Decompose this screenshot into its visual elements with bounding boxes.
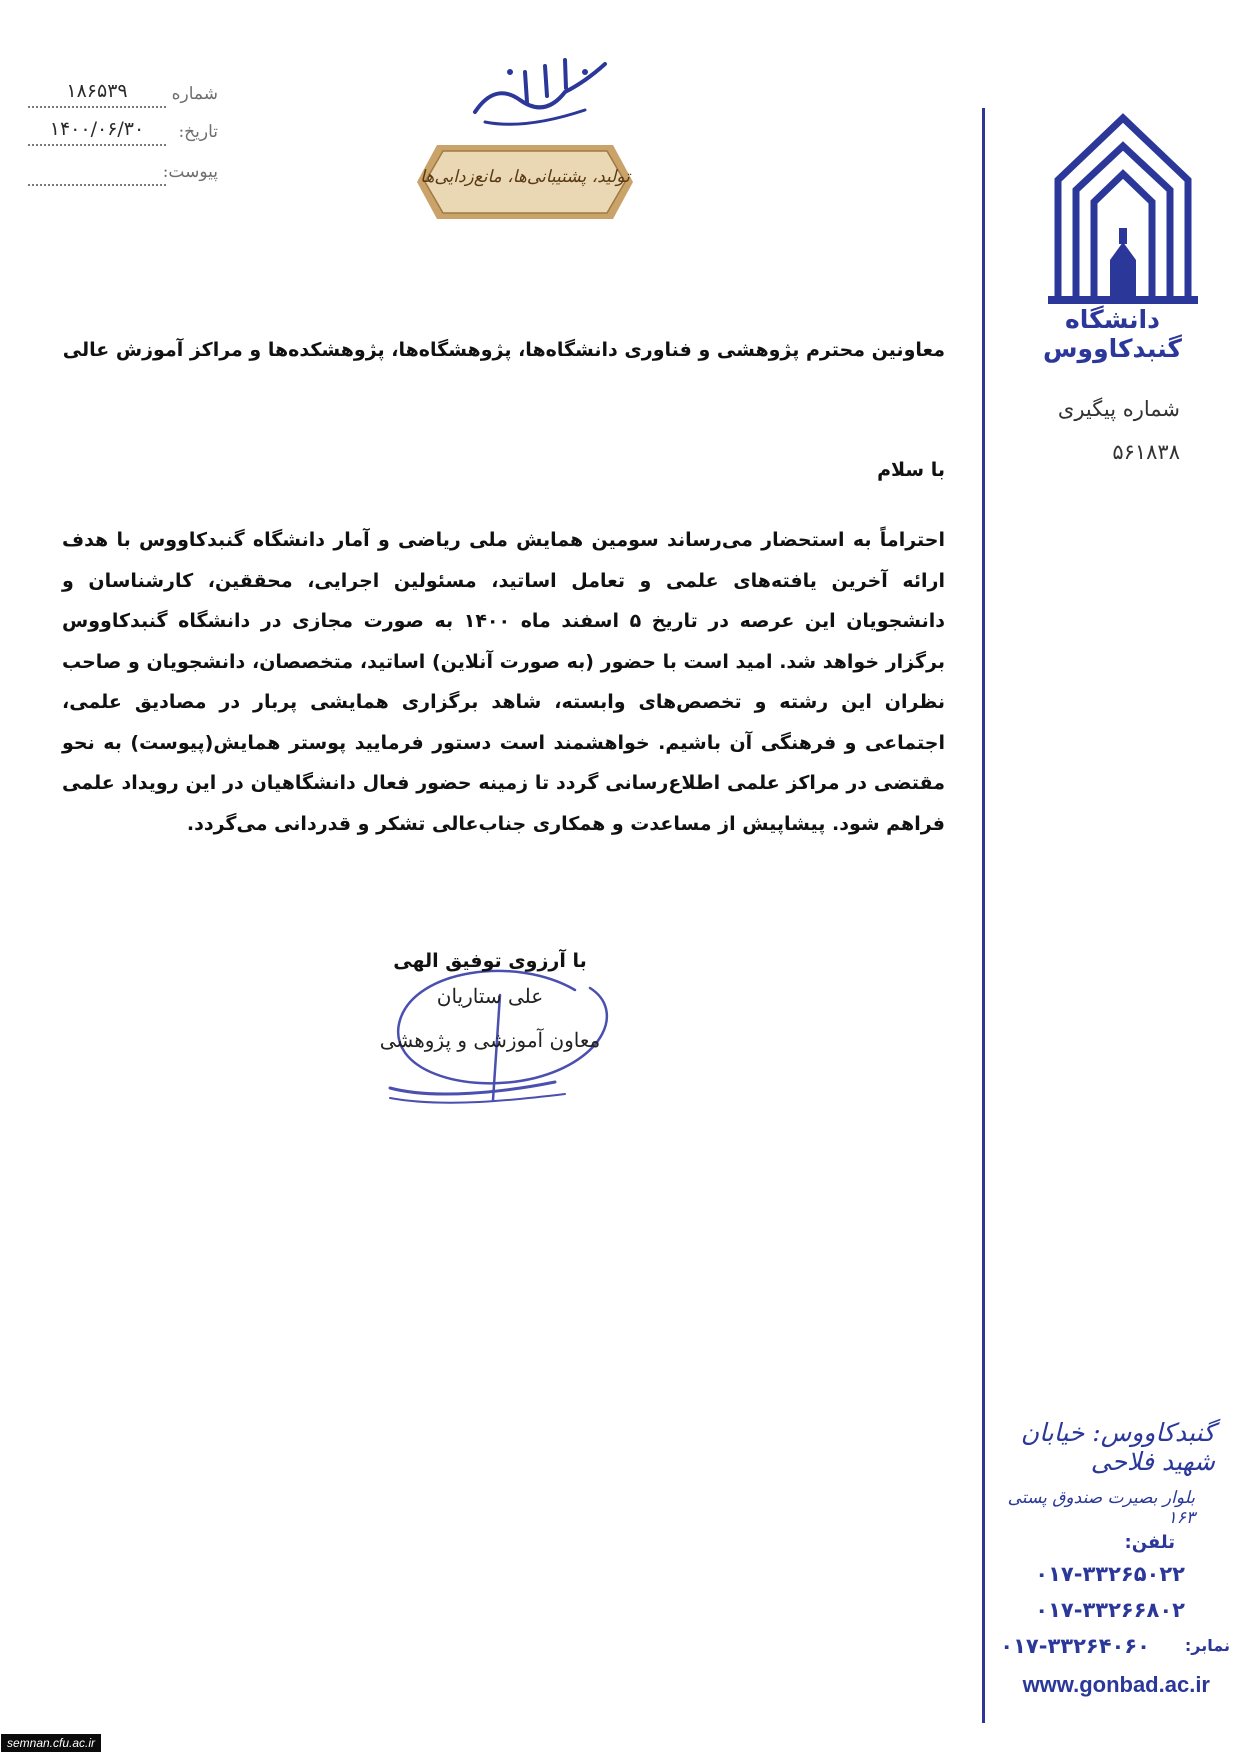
university-logo-icon (1048, 110, 1198, 310)
letter-recipient: معاونین محترم پژوهشی و فناوری دانشگاه‌ها، پژوهشگاه‌ها، پژوهشکده‌ها و مراکز آموزش عالی (62, 339, 945, 361)
letter-attachment-label: پیوست: (162, 162, 218, 182)
letter-greeting: با سلام (877, 459, 945, 481)
website-link[interactable]: www.gonbad.ac.ir (1022, 1672, 1210, 1697)
letter-date-row (28, 118, 218, 148)
sidebar-divider (982, 108, 985, 1723)
year-slogan-badge (415, 143, 635, 221)
slogan-text: تولید، پشتیبانی‌ها، مانع‌زدایی‌ها (420, 167, 630, 187)
phone-label: تلفن: (1124, 1532, 1175, 1553)
letter-attachment-row (28, 158, 218, 188)
fax-number: ۰۱۷-۳۳۲۶۴۰۶۰ (1000, 1634, 1150, 1658)
fax-label: نمابر: (1184, 1636, 1230, 1655)
letter-date-value: ۱۴۰۰/۰۶/۳۰ (28, 118, 166, 146)
address-street: گنبدکاووس: خیابان شهید فلاحی (1020, 1418, 1215, 1476)
letter-date-label: تاریخ: (178, 122, 218, 142)
tracking-number-value: ۵۶۱۸۳۸ (1112, 440, 1180, 464)
letter-number-value: ۱۸۶۵۳۹ (28, 80, 166, 108)
phone-number-2: ۰۱۷-۳۳۲۶۶۸۰۲ (1035, 1598, 1185, 1622)
university-name: دانشگاه گنبدکاووس (1043, 305, 1182, 363)
phone-number-1: ۰۱۷-۳۳۲۶۵۰۲۲ (1035, 1562, 1185, 1586)
letter-number-label: شماره (171, 84, 218, 104)
address-po-box: بلوار بصیرت صندوق پستی ۱۶۳ (1007, 1488, 1195, 1528)
letter-body: احتراماً به استحضار می‌رساند سومین همایش ملی ریاضی و آمار دانشگاه گنبدکاووس با هدف ارائه آخرین یافته‌های علمی و تعامل اساتید، مسئولین اجرایی، محققین، کارشناسان و دانشجویان این عرصه در تاریخ ۵ اسفند ماه ۱۴۰۰ به صورت مجازی در دانشگاه گنبدکاووس برگزار خواهد شد. امید است با حضور (به صورت آنلاین) اساتید، متخصصان، دانشجویان و صاحب نظران این رشته و تخصص‌های وابسته، شاهد برگزاری همایشی پربار در مصادیق علمی، اجتماعی و فرهنگی آن باشیم. خواهشمند است دستور فرمایید پوستر همایش(پیوست) به نحو مقتضی در مراکز علمی اطلاع‌رسانی گردد تا زمینه حضور فعال دانشگاهیان در این رویداد علمی فراهم شود. پیشاپیش از مساعدت و همکاری جناب‌عالی تشکر و قدردانی می‌گردد. (62, 529, 946, 835)
signature-closing: با آرزوی توفیق الهی (393, 950, 587, 972)
source-watermark: semnan.cfu.ac.ir (1, 1734, 101, 1752)
letter-number-row (28, 80, 218, 110)
bismillah-calligraphy (465, 52, 615, 132)
tracking-number-label: شماره پیگیری (1057, 397, 1180, 421)
signer-name: علی ستاریان (436, 984, 544, 1008)
signer-title: معاون آموزشی و پژوهشی (379, 1028, 601, 1052)
letter-attachment-value (28, 158, 166, 186)
